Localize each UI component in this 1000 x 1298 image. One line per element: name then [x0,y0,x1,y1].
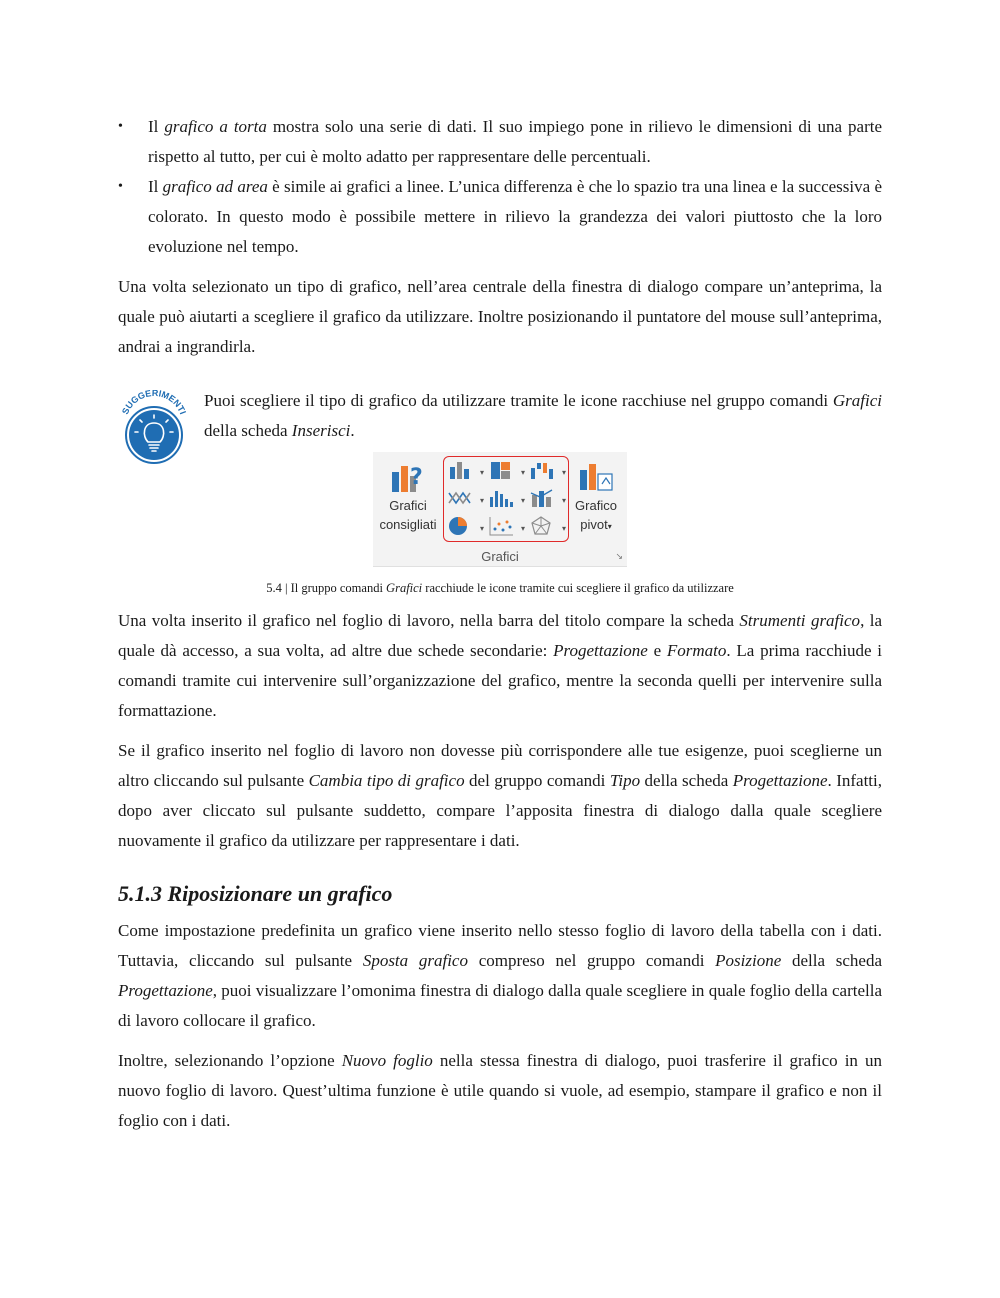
hierarchy-chart-button[interactable]: ▾ [487,459,525,483]
column-chart-icon [446,459,476,481]
figure-caption: 5.4 | Il gruppo comandi Grafici racchiude le icone tramite cui scegliere il grafico da utilizzare [266,581,734,595]
pie-chart-icon [446,515,476,537]
pie-chart-button[interactable]: ▾ [446,515,484,539]
waterfall-chart-icon [528,459,558,481]
hierarchy-chart-icon [487,459,517,481]
radar-chart-button[interactable]: ▾ [528,515,566,539]
paragraph-nuovo-foglio: Inoltre, selezionando l’opzione Nuovo foglio nella stessa finestra di dialogo, puoi trasferire il grafico in un nuovo foglio di lavoro. Quest’ultima funzione è utile quando si vuole, ad esempio, stampare il grafico e non il foglio con i dati. [118,1051,882,1130]
combo-chart-button[interactable]: ▾ [528,487,566,511]
bullet-item: • Il grafico ad area è simile ai grafici a linee. L’unica differenza è che lo spazio tra una linea e la successiva è colorato. In questo modo è possibile mettere in rilievo la grandezza dei valori piuttosto che la loro evoluzione nel tempo. [118,177,883,256]
paragraph-sposta: Come impostazione predefinita un grafico viene inserito nello stesso foglio di lavoro della tabella con i dati. Tuttavia, cliccando sul pulsante Sposta grafico compreso nel gruppo comandi Posizione della scheda Progettazione, puoi visualizzare l’omonima finestra di dialogo dalla quale scegliere in quale foglio della cartella di lavoro collocare il grafico. [118,921,882,1030]
scatter-chart-icon [487,515,517,537]
bullet-item: • Il grafico a torta mostra solo una serie di dati. Il suo impiego pone in rilievo le dimensioni di una parte rispetto al tutto, per cui è molto adatto per rappresentare delle percentuali. [118,117,883,166]
paragraph-cambia-tipo: Se il grafico inserito nel foglio di lavoro non dovesse più corrispondere alle tue esigenze, puoi sceglierne un altro cliccando sul pulsante Cambia tipo di grafico del gruppo comandi Tipo della scheda Progettazione. Infatti, dopo aver cliccato sul pulsante suddetto, compare l’apposita finestra di dialogo dalla quale scegliere nuovamente il grafico da utilizzare per rappresentare i dati. [118,741,883,850]
pivot-chart-button[interactable] [565,458,627,536]
lightbulb-tip-icon [118,390,190,466]
waterfall-chart-button[interactable]: ▾ [528,459,566,483]
bullet-list [118,112,882,262]
tip-box [118,386,882,446]
paragraph-preview: Una volta selezionato un tipo di grafico, nell’area centrale della finestra di dialogo compare un’anteprima, la quale può aiutarti a scegliere il grafico da utilizzare. Inoltre posizionando il puntatore del mouse sull’anteprima, andrai a ingrandirla. [118,277,882,356]
chart-types-group-highlight [443,456,569,542]
recommended-charts-label-1: Grafici [389,498,427,513]
line-chart-button[interactable]: ▾ [446,487,484,511]
pivot-chart-icon [576,458,616,494]
column-chart-button[interactable]: ▾ [446,459,484,483]
dialog-launcher-icon[interactable]: ↘ [615,552,623,562]
chevron-down-icon: ▾ [607,522,612,531]
scatter-chart-button[interactable]: ▾ [487,515,525,539]
recommended-charts-button[interactable] [373,458,443,534]
group-label: Grafici [481,549,519,564]
svg-text:SUGGERIMENTI: SUGGERIMENTI [120,390,189,416]
statistic-chart-icon [487,487,517,509]
radar-chart-icon [528,515,558,537]
statistic-chart-button[interactable]: ▾ [487,487,525,511]
tip-text: Puoi scegliere il tipo di grafico da utilizzare tramite le icone racchiuse nel gruppo comandi Grafici della scheda Inserisci. [204,391,882,440]
line-chart-icon [446,487,476,509]
section-heading: 5.1.3 Riposizionare un grafico [118,881,393,906]
pivot-chart-label-1: Grafico [575,498,617,513]
page-content [118,112,882,1146]
combo-chart-icon [528,487,558,509]
pivot-chart-label-2: pivot▾ [580,517,612,532]
recommended-charts-icon [388,458,428,494]
svg-text:?: ? [410,465,423,490]
paragraph-strumenti: Una volta inserito il grafico nel foglio di lavoro, nella barra del titolo compare la scheda Strumenti grafico, la quale dà accesso, a sua volta, ad altre due schede secondarie: Progettazione e Formato. La prima racchiude i comandi tramite cui intervenire sull’organizzazione del grafico, mentre la seconda quelli per intervenire sulla formattazione. [118,611,883,720]
recommended-charts-label-2: consigliati [379,517,437,532]
ribbon-figure [373,452,627,567]
